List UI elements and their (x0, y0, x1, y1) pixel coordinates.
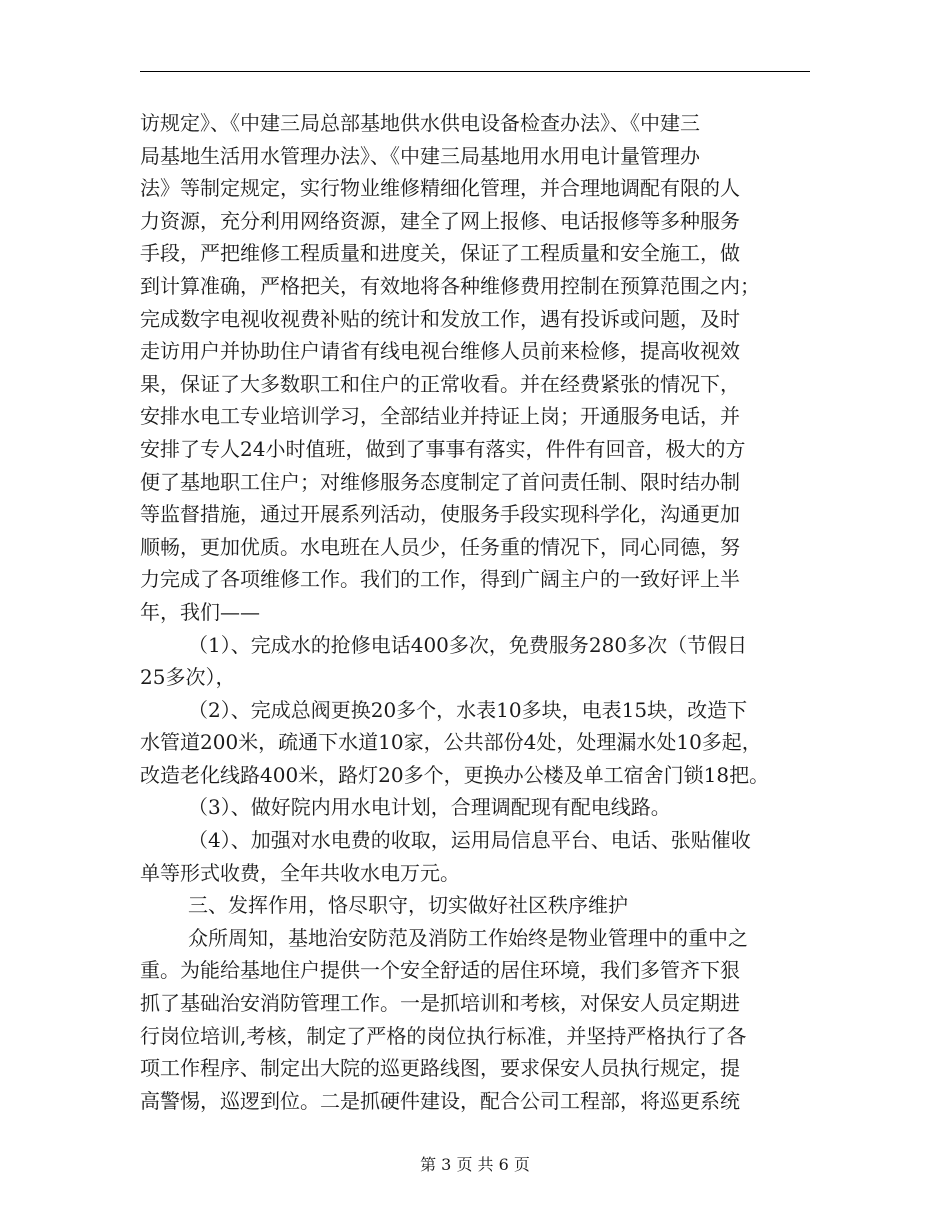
text-line: 等监督措施，通过开展系列活动，使服务手段实现科学化，沟通更加 (140, 502, 740, 527)
text-line: 安排水电工专业培训学习，全部结业并持证上岗；开通服务电话，并 (140, 404, 740, 429)
page-number-footer: 第 3 页 共 6 页 (420, 1155, 530, 1174)
text-line: 力完成了各项维修工作。我们的工作，得到广阔主户的一致好评上半 (140, 567, 740, 592)
text-line: 走访用户并协助住户请省有线电视台维修人员前来检修，提高收视效 (140, 339, 740, 364)
text-line: 抓了基础治安消防管理工作。一是抓培训和考核，对保安人员定期进 (140, 991, 740, 1016)
text-line: 单等形式收费，全年共收水电万元。 (140, 860, 460, 885)
text-line: 果，保证了大多数职工和住户的正常收看。并在经费紧张的情况下， (140, 371, 740, 396)
text-line: 行岗位培训,考核，制定了严格的岗位执行标准，并坚持严格执行了各 (140, 1023, 747, 1048)
text-line: （3）、做好院内用水电计划，合理调配现有配电线路。 (188, 795, 671, 820)
text-line: 水管道200米，疏通下水道10家，公共部份4处，处理漏水处10多起， (140, 730, 762, 755)
text-line: 局基地生活用水管理办法》、《中建三局基地用水用电计量管理办 (140, 143, 700, 168)
document-body (140, 107, 820, 1117)
text-line: 访规定》、《中建三局总部基地供水供电设备检查办法》、《中建三 (140, 111, 700, 135)
text-line: 项工作程序、制定出大院的巡更路线图，要求保安人员执行规定，提 (140, 1056, 740, 1081)
text-line: 便了基地职工住户；对维修服务态度制定了首问责任制、限时结办制 (140, 469, 740, 494)
header-rule (140, 71, 810, 72)
text-line: 安排了专人24小时值班，做到了事事有落实，件件有回音，极大的方 (140, 436, 746, 461)
text-line: （1）、完成水的抢修电话400多次，免费服务280多次（节假日 (188, 632, 748, 657)
text-line: （2）、完成总阀更换20多个，水表10多块，电表15块，改造下 (188, 697, 748, 722)
text-line: 力资源，充分利用网络资源，建全了网上报修、电话报修等多种服务 (140, 208, 740, 233)
text-line: 三、发挥作用，恪尽职守，切实做好社区秩序维护 (188, 893, 628, 918)
text-line: 改造老化线路400米，路灯20多个，更换办公楼及单工宿舍门锁18把。 (140, 762, 770, 787)
text-line: 到计算准确，严格把关，有效地将各种维修费用控制在预算范围之内； (140, 273, 760, 298)
text-line: 年，我们—— (140, 599, 260, 624)
text-line: （4）、加强对水电费的收取，运用局信息平台、电话、张贴催收 (188, 828, 751, 853)
text-line: 重。为能给基地住户提供一个安全舒适的居住环境，我们多管齐下狠 (140, 958, 740, 983)
text-line: 25多次）， (140, 665, 236, 690)
text-line: 法》等制定规定，实行物业维修精细化管理，并合理地调配有限的人 (140, 176, 740, 201)
text-line: 完成数字电视收视费补贴的统计和发放工作，遇有投诉或问题，及时 (140, 306, 740, 331)
text-line: 高警惕，巡逻到位。二是抓硬件建设，配合公司工程部，将巡更系统 (140, 1088, 740, 1113)
text-line: 众所周知，基地治安防范及消防工作始终是物业管理中的重中之 (188, 925, 748, 950)
text-line: 顺畅，更加优质。水电班在人员少，任务重的情况下，同心同德，努 (140, 534, 740, 559)
text-line: 手段，严把维修工程质量和进度关，保证了工程质量和安全施工，做 (140, 241, 740, 266)
